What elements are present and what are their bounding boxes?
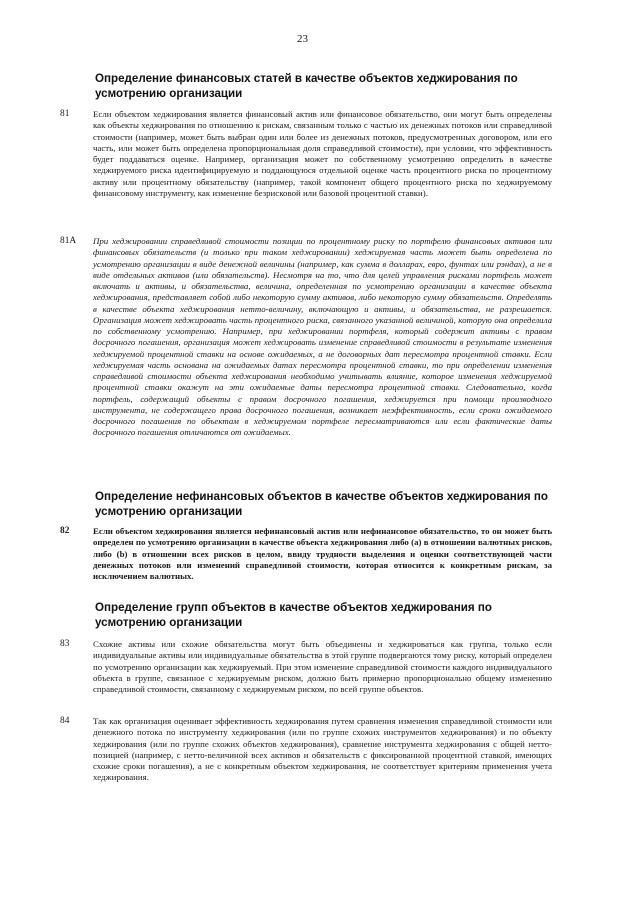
paragraph-number: 84 xyxy=(60,716,70,726)
paragraph-text: Если объектом хеджирования является нефинансовый актив или нефинансовое обязательство, то он может быть определен по усмотрению организации в качестве объекта хеджирования либо (a) в отношении валютных рисков, либо (b) в отношении всех рисков в целом, ввиду трудности выделения и оценки соответствующей части денежных потоков или изменений справедливой стоимости, которая относится к конкретным рискам, за исключением валютных. xyxy=(93,526,552,581)
paragraph-text: Схожие активы или схожие обязательства могут быть объединены и хеджироваться как группа, только если индивидуальные активы или индивидуальные обязательства в этой группе подвергаются тому риску, который определен по усмотрению организации как хеджируемый. При этом изменение справедливой стоимости каждого индивидуального объекта в группе, связанное с хеджируемым риском, должно быть примерно пропорционально общему изменению справедливой стоимости, связанному с хеджируемым риском, по всей группе объектов. xyxy=(93,639,552,694)
section-heading-financial-items: Определение финансовых статей в качестве объектов хеджирования по усмотрению организации xyxy=(95,72,518,100)
paragraph-number: 81 xyxy=(60,109,70,119)
paragraph-text: Если объектом хеджирования является финансовый актив или финансовое обязательство, они могут быть определены как объекты хеджирования по отношению к рискам, связанным только с частью их денежных потоков или справедливой стоимости (например, может быть выбран один или более из денежных потоков, предусмотренных договором, или его часть, или может быть определена пропорциональная доля справедливой стоимости), при условии, что эффективность будет поддаваться оценке. Например, организация может по собственному усмотрению определить в качестве хеджируемого риска идентифицируемую и поддающуюся отдельной оценке часть процентного риска по процентному активу или процентному обязательству (например, такой компонент общего процентного риска по хеджируемому финансовому инструменту, как изменение безрисковой или базовой процентной ставки). xyxy=(93,109,552,198)
paragraph-number: 83 xyxy=(60,639,70,649)
paragraph-number: 81А xyxy=(60,236,77,246)
page-number: 23 xyxy=(297,33,308,45)
section-heading-non-financial-items: Определение нефинансовых объектов в качестве объектов хеджирования по усмотрению организации xyxy=(95,490,548,518)
paragraph-text: Так как организация оценивает эффективность хеджирования путем сравнения изменения справедливой стоимости или денежного потока по инструменту хеджирования (или по группе схожих инструментов хеджирования) и по объекту хеджирования (или по группе схожих объектов хеджирования), сравнение инструмента хеджирования с общей нетто-позицией (например, с нетто-величиной всех активов и обязательств с фиксированной процентной ставкой, имеющих схожие сроки погашения), а не с конкретным объектом хеджирования, не соответствует критериям применения учета хеджирования. xyxy=(93,716,552,783)
section-heading-groups-of-items: Определение групп объектов в качестве объектов хеджирования по усмотрению организации xyxy=(95,601,492,629)
paragraph-text: При хеджировании справедливой стоимости позиции по процентному риску по портфелю финансовых активов или финансовых обязательств (и только при таком хеджировании) хеджируемая часть может быть определена по усмотрению организации в виде денежной величины (например, как сумма в долларах, евро, фунтах или рэндах), а не в виде отдельных активов (или обязательств). Несмотря на то, что для целей управления рисками портфель может включать и активы, и обязательства, величина, определенная по усмотрению организации в качестве объекта хеджирования, представляет собой либо некоторую сумму активов, либо некоторую сумму обязательств. Определять в качестве объекта хеджирования нетто-величину, включающую и активы, и обязательства, не разрешается. Организация может хеджировать часть процентного риска, связанного указанной величиной, которую она определила по собственному усмотрению. Например, при хеджировании портфеля, который содержит активы с правом досрочного погашения, организация может хеджировать изменение справедливой стоимости в результате изменения хеджируемой процентной ставки на основе ожидаемых, а не договорных дат пересмотра процентной ставки. Если хеджируемая часть основана на ожидаемых датах пересмотра процентной ставки, то при определении изменения справедливой стоимости объекта хеджирования необходимо учитывать влияние, которое изменения хеджируемой процентной ставки окажут на эти ожидаемые даты пересмотра процентной ставки. Следовательно, когда портфель, содержащий объекты с правом досрочного погашения, хеджируется при помощи производного инструмента, не содержащего права досрочного погашения, возникает неэффективность, если сроки ожидаемого досрочного погашения по объектам в хеджируемом портфеле пересматриваются или если фактические даты досрочного погашения отличаются от ожидаемых. xyxy=(93,236,552,438)
paragraph-number: 82 xyxy=(60,526,70,536)
